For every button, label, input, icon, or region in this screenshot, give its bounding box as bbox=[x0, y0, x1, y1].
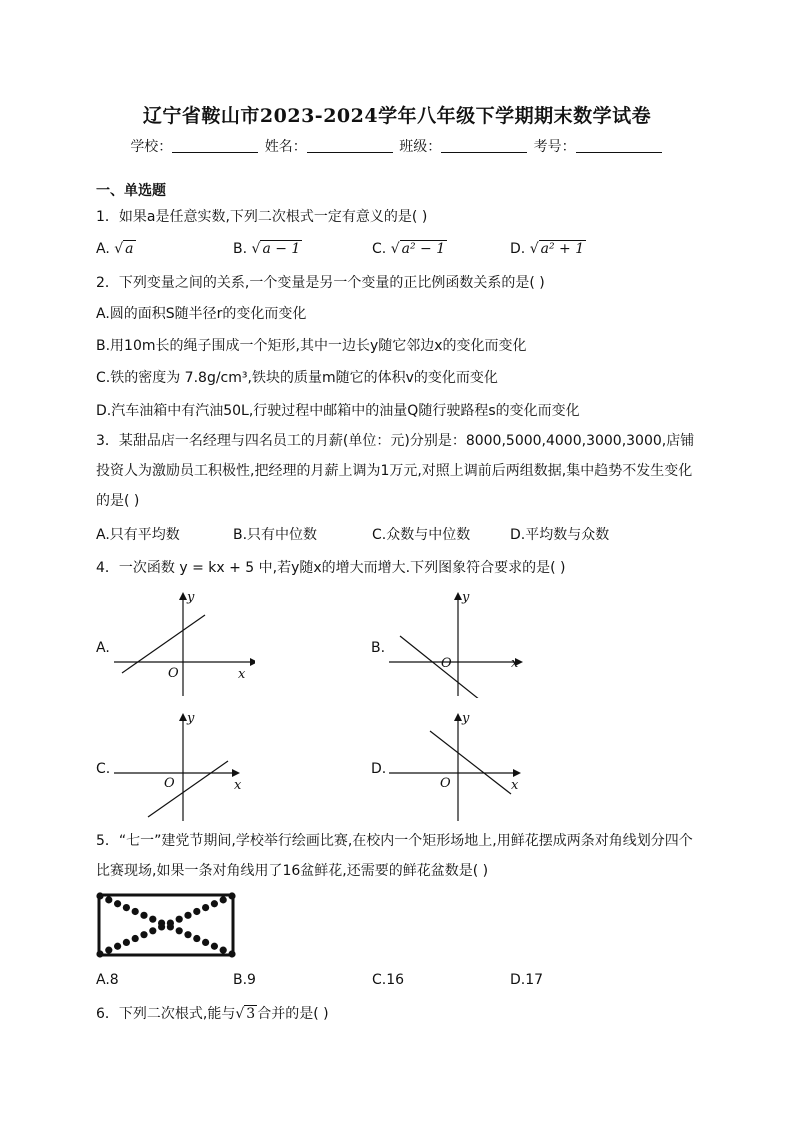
y-axis-arrow bbox=[454, 713, 462, 721]
q2-stem: 2．下列变量之间的关系,一个变量是另一个变量的正比例函数关系的是( ) bbox=[96, 275, 545, 291]
function-line bbox=[122, 615, 205, 673]
y-axis-arrow bbox=[179, 713, 187, 721]
option-label: C. bbox=[372, 241, 387, 257]
q5-option-c: C.16 bbox=[372, 972, 405, 988]
flower-pot bbox=[228, 950, 235, 957]
name-label: 姓名： bbox=[264, 139, 307, 155]
q2-option-b: B.用10m长的绳子围成一个矩形,其中一边长y随它邻边x的变化而变化 bbox=[96, 338, 527, 354]
flower-pot bbox=[176, 916, 183, 923]
flower-pot bbox=[220, 896, 227, 903]
q4-option-b-label: B. bbox=[371, 640, 386, 656]
section-heading: 一、单选题 bbox=[96, 183, 166, 199]
flower-pot bbox=[123, 904, 130, 911]
q5-flower-rectangle-figure bbox=[96, 892, 236, 962]
student-info-fields bbox=[0, 136, 794, 156]
q4-option-a-label: A. bbox=[96, 640, 110, 656]
flower-pot bbox=[96, 950, 103, 957]
flower-pot bbox=[140, 931, 147, 938]
flower-pot bbox=[132, 935, 139, 942]
flower-pot bbox=[211, 943, 218, 950]
flower-pot bbox=[114, 943, 121, 950]
q4-graph-b bbox=[385, 588, 530, 698]
q2-option-d: D.汽车油箱中有汽油50L,行驶过程中邮箱中的油量Q随行驶路程s的变化而变化 bbox=[96, 403, 580, 419]
origin-label: O bbox=[164, 776, 175, 791]
flower-pot bbox=[105, 896, 112, 903]
option-label: D. bbox=[510, 241, 526, 257]
y-label: y bbox=[462, 711, 470, 726]
school-label: 学校： bbox=[130, 139, 173, 155]
y-label: y bbox=[187, 711, 195, 726]
name-blank[interactable] bbox=[307, 138, 393, 153]
radicand: a − 1 bbox=[262, 241, 301, 257]
sqrt-symbol: √ bbox=[251, 241, 261, 257]
q3-option-d: D.平均数与众数 bbox=[510, 527, 610, 543]
radicand: a² − 1 bbox=[401, 241, 446, 257]
flower-pot bbox=[105, 947, 112, 954]
flower-pot bbox=[132, 908, 139, 915]
flower-pot bbox=[184, 931, 191, 938]
option-label: B. bbox=[233, 241, 248, 257]
y-axis-arrow bbox=[179, 592, 187, 600]
sqrt-symbol: √ bbox=[390, 241, 400, 257]
q4-graph-d bbox=[385, 709, 530, 824]
flower-pot bbox=[184, 912, 191, 919]
flower-pot bbox=[202, 904, 209, 911]
flower-pot bbox=[202, 939, 209, 946]
flower-pot bbox=[220, 947, 227, 954]
sqrt-symbol: √ bbox=[114, 241, 124, 257]
option-label: A. bbox=[96, 241, 110, 257]
flower-pot bbox=[123, 939, 130, 946]
flower-pot bbox=[140, 912, 147, 919]
flower-pot bbox=[149, 927, 156, 934]
flower-pot bbox=[211, 900, 218, 907]
q2-option-a: A.圆的面积S随半径r的变化而变化 bbox=[96, 306, 307, 322]
number-blank[interactable] bbox=[576, 138, 662, 153]
flower-pot bbox=[228, 892, 235, 899]
flower-pot bbox=[158, 923, 165, 930]
flower-pots bbox=[96, 892, 235, 957]
q3-option-c: C.众数与中位数 bbox=[372, 527, 471, 543]
x-label: x bbox=[511, 778, 519, 793]
q2-option-c: C.铁的密度为 7.8g/cm³,铁块的质量m随它的体积v的变化而变化 bbox=[96, 370, 498, 386]
q6-stem-before: 6．下列二次根式,能与 bbox=[96, 1006, 236, 1022]
origin-label: O bbox=[440, 776, 451, 791]
function-line bbox=[148, 761, 228, 817]
flower-pot bbox=[167, 919, 174, 926]
x-axis-arrow bbox=[513, 769, 521, 777]
page-title: 辽宁省鞍山市2023-2024学年八年级下学期期末数学试卷 bbox=[142, 105, 652, 127]
function-line bbox=[400, 636, 480, 698]
flower-pot bbox=[193, 908, 200, 915]
radicand: a² + 1 bbox=[540, 241, 585, 257]
radicand: a bbox=[125, 241, 134, 257]
y-label: y bbox=[462, 590, 470, 605]
q4-graph-a bbox=[110, 588, 255, 698]
q4-stem: 4．一次函数 y = kx + 5 中,若y随x的增大而增大.下列图象符合要求的是( ) bbox=[96, 560, 566, 576]
flower-pot bbox=[114, 900, 121, 907]
flower-pot bbox=[176, 927, 183, 934]
q1-option-c bbox=[372, 241, 447, 257]
q4-option-c-label: C. bbox=[96, 761, 111, 777]
flower-pot bbox=[193, 935, 200, 942]
y-axis-arrow bbox=[454, 592, 462, 600]
number-label: 考号： bbox=[533, 139, 576, 155]
flower-pot bbox=[96, 892, 103, 899]
x-axis-arrow bbox=[250, 658, 255, 666]
q4-graph-c bbox=[110, 709, 255, 824]
q1-option-a bbox=[96, 241, 136, 257]
q6-stem bbox=[96, 1003, 329, 1023]
origin-label: O bbox=[168, 666, 179, 681]
school-blank[interactable] bbox=[172, 138, 258, 153]
origin-label: O bbox=[441, 656, 452, 671]
x-label: x bbox=[511, 656, 519, 671]
q3-stem: 3．某甜品店一名经理与四名员工的月薪(单位：元)分别是：8000,5000,4000,3000,3000,店铺投资人为激励员工积极性,把经理的月薪上调为1万元,对照上调前后两组数据,集中趋势不发生变化的是( ) bbox=[96, 433, 695, 509]
q1-option-d bbox=[510, 241, 586, 257]
q3-option-b: B.只有中位数 bbox=[233, 527, 318, 543]
x-label: x bbox=[238, 667, 246, 682]
class-label: 班级： bbox=[399, 139, 442, 155]
q4-option-d-label: D. bbox=[371, 761, 387, 777]
flower-pot bbox=[149, 916, 156, 923]
q5-option-b: B.9 bbox=[233, 972, 256, 988]
q5-stem: 5．“七一”建党节期间,学校举行绘画比赛,在校内一个矩形场地上,用鲜花摆成两条对角线划分四个比赛现场,如果一条对角线用了16盆鲜花,还需要的鲜花盆数是( ) bbox=[96, 833, 693, 879]
class-blank[interactable] bbox=[441, 138, 527, 153]
radicand: 3 bbox=[246, 1006, 256, 1022]
y-label: y bbox=[187, 590, 195, 605]
sqrt-symbol: √ bbox=[529, 241, 539, 257]
q1-option-b bbox=[233, 241, 302, 257]
q3-option-a: A.只有平均数 bbox=[96, 527, 180, 543]
q5-option-a: A.8 bbox=[96, 972, 119, 988]
q5-option-d: D.17 bbox=[510, 972, 544, 988]
q6-stem-after: 合并的是( ) bbox=[257, 1006, 329, 1022]
q1-stem: 1．如果a是任意实数,下列二次根式一定有意义的是( ) bbox=[96, 209, 428, 225]
x-axis-arrow bbox=[232, 769, 240, 777]
sqrt-symbol: √ bbox=[235, 1006, 245, 1022]
x-label: x bbox=[234, 778, 242, 793]
